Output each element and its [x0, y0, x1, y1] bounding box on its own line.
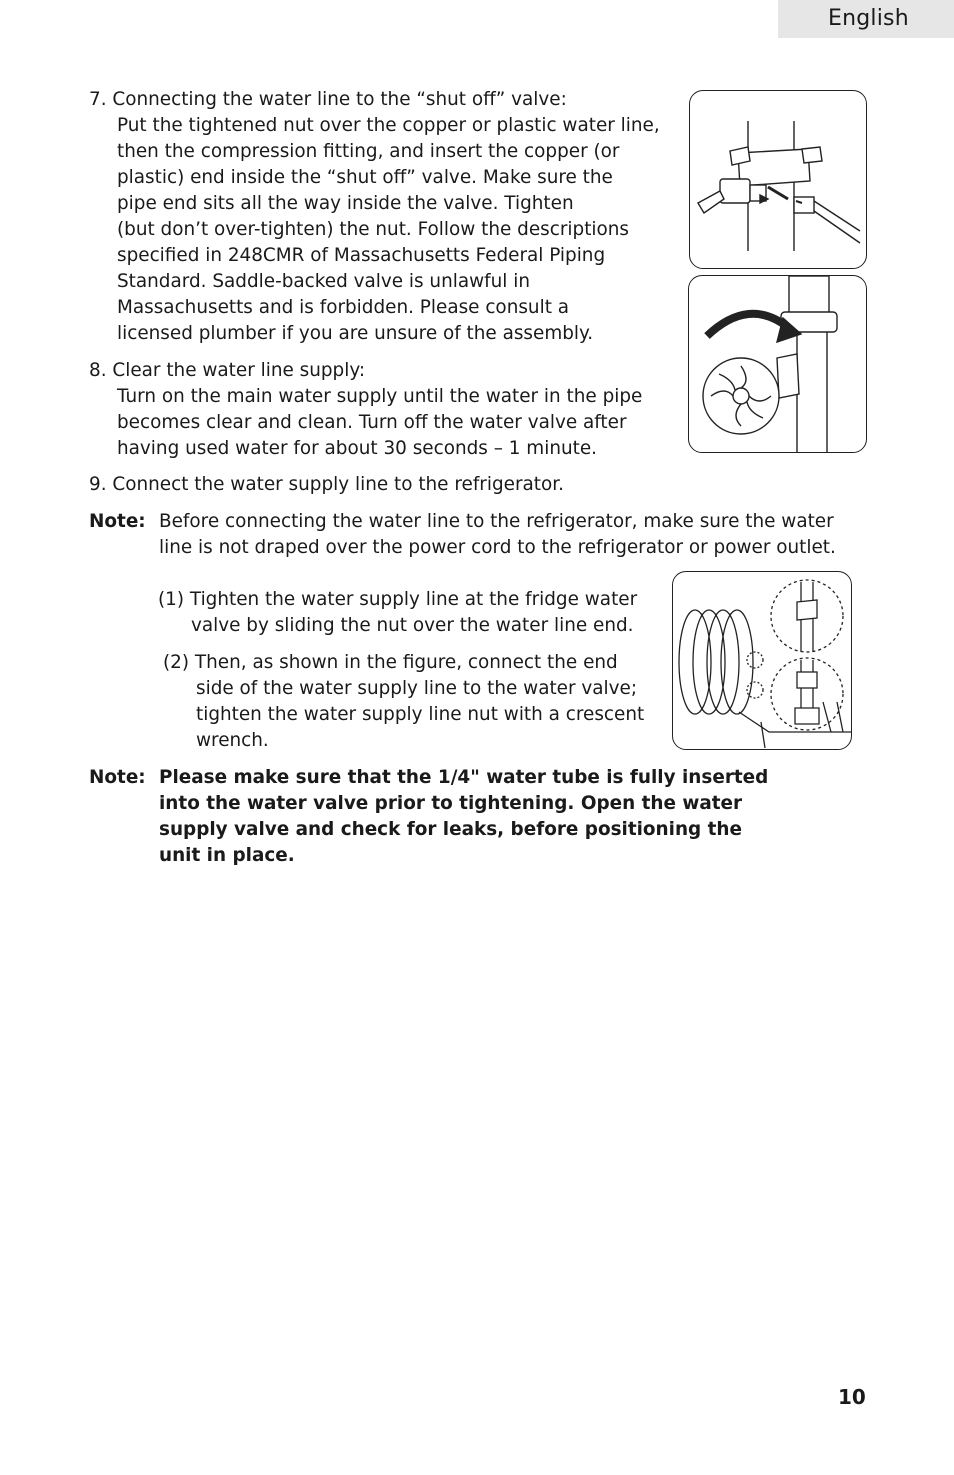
step7-line: plastic) end inside the “shut off” valve. Make sure the [117, 167, 613, 188]
step7-line: pipe end sits all the way inside the valve. Tighten [117, 193, 574, 214]
note1-label: Note: [89, 511, 146, 532]
note1-line: Before connecting the water line to the refrigerator, make sure the water [159, 511, 834, 532]
shutoff-valve-drawing [690, 91, 866, 268]
substep2-line: (2) Then, as shown in the figure, connect the end [163, 652, 618, 673]
note2-line: unit in place. [159, 845, 295, 866]
page-number: 10 [838, 1385, 866, 1409]
substep2-line: tighten the water supply line nut with a crescent [196, 704, 645, 725]
step7-line: Standard. Saddle-backed valve is unlawful in [117, 271, 531, 292]
note2-line: into the water valve prior to tightening. Open the water [159, 793, 743, 814]
substep2-line: wrench. [196, 730, 269, 751]
step8-title: 8. Clear the water line supply: [89, 360, 366, 381]
step7-line: Massachusetts and is forbidden. Please consult a [117, 297, 570, 318]
water-line-drawing [673, 572, 851, 749]
step7-title: 7. Connecting the water line to the “shut off” valve: [89, 89, 567, 110]
step7-line: licensed plumber if you are unsure of the assembly. [117, 323, 594, 344]
substep1-line: (1) Tighten the water supply line at the fridge water [158, 589, 638, 610]
valve-handle-illustration [688, 275, 867, 453]
note2-line: Please make sure that the 1/4" water tube is fully inserted [159, 767, 769, 788]
note1-line: line is not draped over the power cord to the refrigerator or power outlet. [159, 537, 836, 558]
step7-line: (but don’t over-tighten) the nut. Follow the descriptions [117, 219, 630, 240]
note2-line: supply valve and check for leaks, before positioning the [159, 819, 742, 840]
shutoff-valve-illustration [689, 90, 867, 269]
step9-title: 9. Connect the water supply line to the refrigerator. [89, 474, 564, 495]
water-supply-line-illustration [672, 571, 852, 750]
valve-handle-drawing [689, 276, 866, 452]
language-label: English [828, 6, 909, 31]
substep2-line: side of the water supply line to the water valve; [196, 678, 638, 699]
step7-line: then the compression fitting, and insert the copper (or [117, 141, 620, 162]
note2-label: Note: [89, 767, 146, 788]
step7-line: Put the tightened nut over the copper or plastic water line, [117, 115, 660, 136]
step8-line: Turn on the main water supply until the water in the pipe [117, 386, 643, 407]
step7-line: specified in 248CMR of Massachusetts Federal Piping [117, 245, 606, 266]
step8-line: becomes clear and clean. Turn off the water valve after [117, 412, 627, 433]
substep1-line: valve by sliding the nut over the water line end. [191, 615, 634, 636]
language-tab [778, 0, 954, 38]
step8-line: having used water for about 30 seconds – 1 minute. [117, 438, 598, 459]
